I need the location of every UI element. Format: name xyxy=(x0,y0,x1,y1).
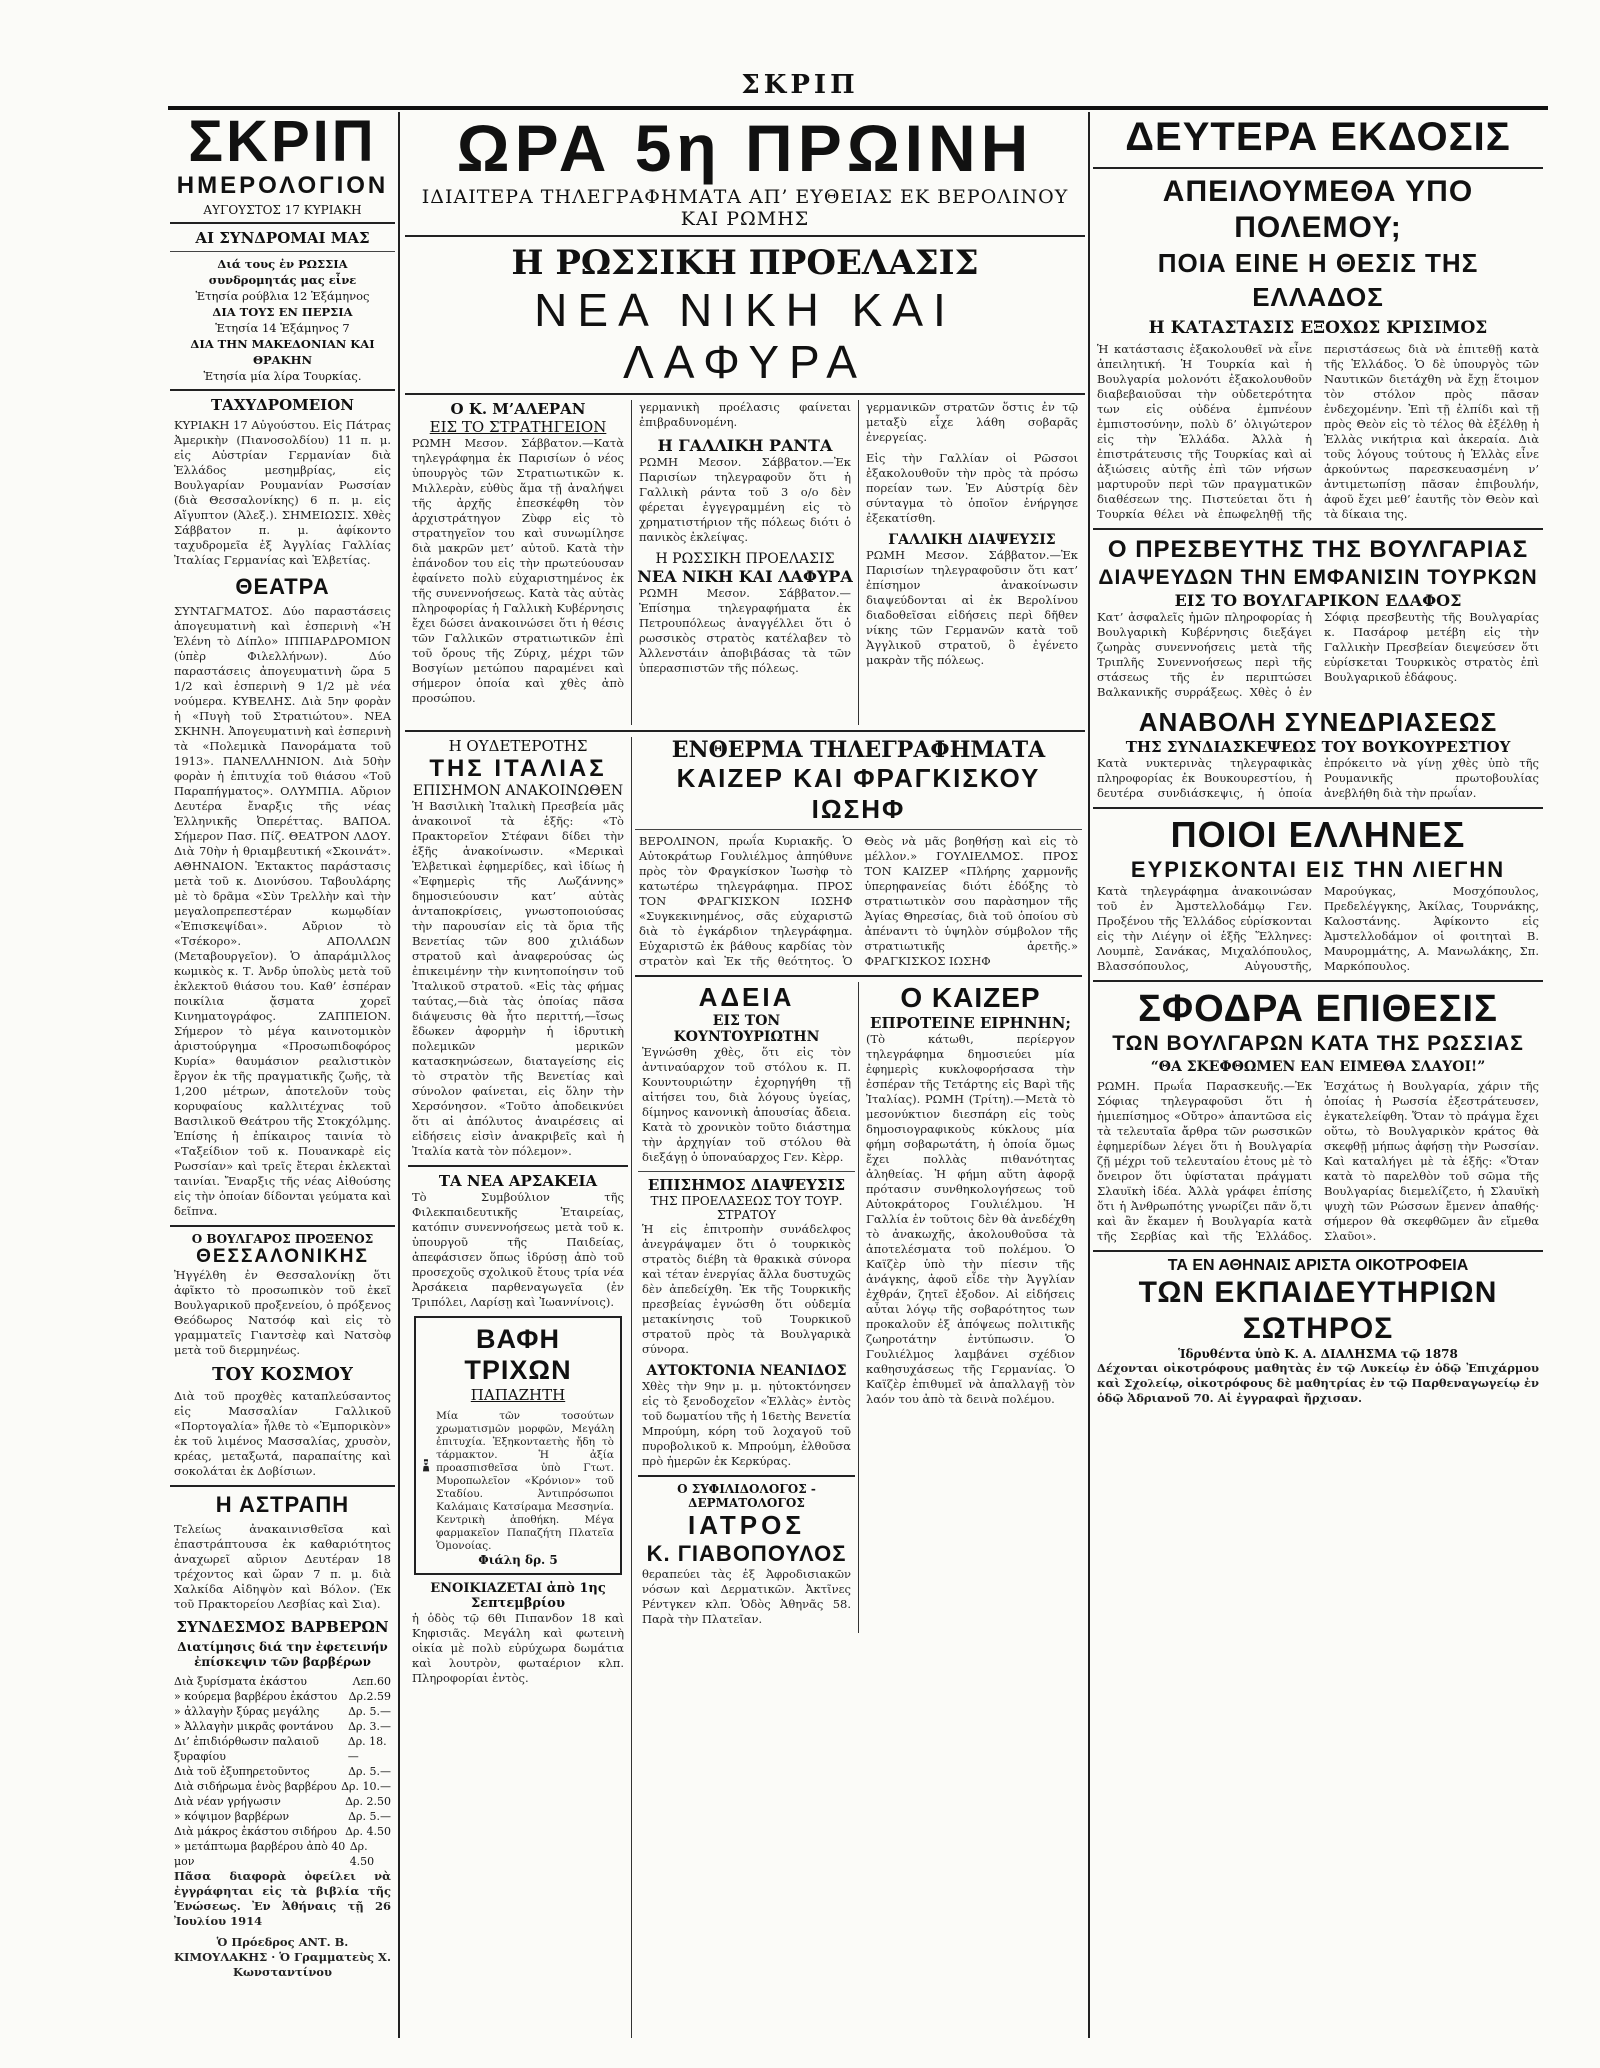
astrapi-text: Τελείως ἀνακαινισθεῖσα καὶ ἐπαστράπτουσα ἐκ καθαριότητος ἀναχωρεῖ αὔριον Δευτέραν 18 τρέχοντος καὶ ὥραν 7 π. μ. διὰ Χαλκίδα Αἰδηψὸν καὶ Βόλον. (Ἐκ τοῦ Πρακτορείου Λεσβίας καὶ Σια). xyxy=(174,1522,391,1611)
news-column xyxy=(631,737,1085,2038)
divider xyxy=(405,393,1085,395)
consul-title: Ο ΒΟΥΛΓΑΡΟΣ ΠΡΟΞΕΝΟΣ xyxy=(191,1232,374,1246)
ad-subtitle: ΠΑΠΑΖΗΤΗ xyxy=(470,1386,566,1404)
telegram-subtitle: ΚΑΙΖΕΡ ΚΑΙ ΦΡΑΓΚΙΣΚΟΥ ΙΩΣΗΦ xyxy=(676,763,1041,824)
headline-2: ΝΕΑ ΝΙΚΗ ΚΑΙ ΛΑΦΥΡΑ xyxy=(534,284,956,388)
denial-text: Ἡ εἰς ἐπιτροπὴν συνάδελφος ἀνεγράψαμεν ὅτι ὁ τουρκικὸς στρατὸς διέβη τὰ θρακικὰ σύνορα καὶ τέταν ἐνεργίας ἄλλα δυστυχῶς δὲν ἀπεδείχθη. Ἐκ τῆς Τουρκικῆς πρεσβείας ἐγνώσθη ὅτι οὐδεμία μετακίνησις τοῦ Τουρκικοῦ στρατοῦ πρὸς τὰ Βουλγαρικὰ σύνορα. xyxy=(642,1222,851,1356)
section-text: ΡΩΜΗ Μεσον. Σάββατον.—Ἐπίσημα τηλεγραφήματα ἐκ Πετρουπόλεως ἀναγγέλλει ὅτι ὁ ρωσσικὸς στρατὸς κατέλαβεν τὸ Ἀλλενστάιν ἀποβιβάσας τὰ τῶν ὑπερασπιστῶν τῆς πόλεως. xyxy=(639,586,851,675)
price-row: » ἀλλαγὴν ξύρας μεγάλης Δρ. 5.— xyxy=(174,1705,391,1718)
divider xyxy=(638,1171,855,1172)
envoy-text: Κατ’ ἀσφαλεῖς ἡμῶν πληροφορίας ἡ Βουλγαρικὴ Κυβέρνησις διεξάγει ζωηρὰς συνεννοήσεις μετὰ τῆς Τριπλῆς Συνεννοήσεως περὶ τῆς στάσεως τῆς ἐν περιπτώσει Βαλκανικῆς συρράξεως. Χθὲς ὁ ἐν Σόφιᾳ πρεσβευτὴς τῆς Βουλγαρίας κ. Πασάροφ μετέβη εἰς τὴν Γαλλικὴν Πρεσβείαν διεψεύσεν ὅτι εὑρίσκεται Τουρκικὸς στρατὸς ἐπὶ Βουλγαρικοῦ ἐδάφους. xyxy=(1097,610,1539,699)
consul-text: Ἠγγέλθη ἐν Θεσσαλονίκῃ ὅτι ἀφῖκτο τὸ προσωπικὸν τοῦ ἐκεῖ Βουλγαρικοῦ προξενείου, ὁ πρόξενος Θεόδωρος Νατσόφ καὶ εἰς τὸ γραμματεῖς Γιαντσὲφ καὶ Νατσὸφ μετὰ τοῦ διερμηνέως. xyxy=(174,1268,392,1357)
price-row: » μετάπτωμα βαρβέρου ἀπὸ 40 μον Δρ. 4.50 xyxy=(174,1840,375,1868)
section-lead: γερμανικὴ προέλασις φαίνεται ἐπιβραδυνομένη. xyxy=(639,400,851,429)
subscription-line: Ἑτησία ρούβλια 12 Ἑξάμηνος xyxy=(195,289,370,303)
second-edition-banner: ΔΕΥΤΕΡΑ ΕΚΔΟΣΙΣ xyxy=(1125,115,1511,159)
subscription-line: ΔΙΑ ΤΗΝ ΜΑΚΕΔΟΝΙΑΝ ΚΑΙ ΘΡΑΚΗΝ xyxy=(190,337,375,367)
top-news-row xyxy=(405,400,1085,725)
rent-text: ἡ ὁδὸς τῷ 6θι Πιπανδον 18 καὶ Κηφισιᾶς. Μεγάλη καὶ φωτεινὴ οἰκία μὲ πολὺ εὐρύχωρα δωμάτια καὶ λουτρὸν, φωταέριον κλπ. Πληροφορίαι ἐντὸς. xyxy=(412,1611,624,1685)
kosmos-title: ΤΟΥ ΚΟΣΜΟΥ xyxy=(212,1364,353,1385)
price-row: » κόψιμον βαρβέρων Δρ. 5.— xyxy=(174,1810,391,1823)
news-column xyxy=(631,400,858,725)
suicide-title: ΑΥΤΟΚΤΟΝΙΑ ΝΕΑΝΙΔΟΣ xyxy=(646,1363,847,1379)
price-row: » κούρεμα βαρβέρου ἑκάστου Δρ.2.59 xyxy=(174,1690,391,1703)
divider xyxy=(405,730,1085,732)
greeks-title: ΠΟΙΟΙ ΕΛΛΗΝΕΣ xyxy=(1170,814,1466,855)
post-text: ΚΥΡΙΑΚΗ 17 Αὐγούστου. Εἰς Πάτρας Ἀμερικὴν (Πιανοσολδίου) 11 π. μ. εἰς Αὐστρίαν Γερμανίαν διὰ Ἑλλάδος μεσημβρίας, εἰς Βουλγαρίαν Ρουμανίαν Ρωσσίαν (διὰ Θεσσαλονίκης) 6 π. μ. εἰς Αἴγυπτον (Ἀλεξ.). ΣΗΜΕΙΩΣΙΣ. Χθὲς Σάββατον π. μ. ἀφίκοντο ταχυδρομεῖα ἐξ Ἀγγλίας Γαλλίας Ἰταλίας Γερμανίας καὶ Ἑλβετίας. xyxy=(174,418,391,567)
divider xyxy=(170,389,395,391)
subscription-line: Ἑτησία μία λίρα Τουρκίας. xyxy=(203,369,362,383)
suicide-text: Χθὲς τὴν 9ην μ. μ. ηὐτοκτόνησεν εἰς τὸ ξενοδοχεῖον «Ἑλλὰς» ἐντὸς τοῦ δωματίου τῆς ἡ 16ετὴς Βενετία Μπρούμη, κόρη τοῦ λοχαγοῦ τοῦ πυροβολικοῦ κ. Μπρούμη, ἐλθοῦσα πρὸ ἡμερῶν ἐκ Κερκύρας. xyxy=(642,1379,851,1468)
ad-text: Μία τῶν τοσούτων χρωματισμῶν μορφῶν, Μεγάλη ἐπιτυχία. Ἑξηκονταετὴς ἤδη τὸ τάρμακτον. Ἡ ἀξία προασπισθεῖσα ὑπὸ Γτωτ. Μυροπωλεῖον «Κρόνιον» τοῦ Σταδίου. Ἀντιπρόσωποι Καλάμαις Κατσίραμα Μεσσηνία. Κεντρικὴ ἀποθήκη. Μέγα φαρμακεῖον Παπαζήτη Πλατεῖα Ὁμονοίας. xyxy=(436,1410,614,1552)
news-column xyxy=(405,400,631,725)
section-lead: γερμανικῶν στρατῶν ὅστις ἐν τῷ μεταξὺ εἶχε λάθη σοβαρᾶς ἐνεργείας. xyxy=(866,400,1078,444)
doctor-title: ΙΑΤΡΟΣ xyxy=(688,1510,805,1540)
envoy-title: Ο ΠΡΕΣΒΕΥΤΗΣ ΤΗΣ ΒΟΥΛΓΑΡΙΑΣ xyxy=(1107,536,1529,563)
war-subtitle-2: Η ΚΑΤΑΣΤΑΣΙΣ ΕΞΟΧΩΣ ΚΡΙΣΙΜΟΣ xyxy=(1148,318,1488,338)
kaiser-text: (Τὸ κάτωθι, περίεργον τηλεγράφημα δημοσιεύει μία ἐφημερὶς κυκλοφορήσασα τὴν ἑσπέραν τῆς Τετάρτης εἰς Βαρὶ τῆς Ἰταλίας). ΡΩΜΗ (Τρίτη).—Μετὰ τὸ μεσονύκτιον διεσπάρη εἰς τοὺς δημοσιογραφικοὺς κύκλους μία φήμη σοβαρωτάτη, ἡ ὁποία ὅμως ἔχει πολλὰς πιθανότητας ἀληθείας. Ἡ φήμη αὕτη ἀφορᾷ πρότασιν συνθηκολογήσεως τοῦ Αὐτοκράτορος Γουλιέλμου. Ἡ Γαλλία ἐν τοῦτοις δὲν θὰ ἀνεδέχθη τὸ ἀνακωχῆς, ἀκολουθοῦσα τὰ ἀποτελέσματα τοῦ πολέμου. Ὁ Καϊζὲρ ὑπὸ τὴν πίεσιν τῆς ἀνάγκης, ἀφοῦ εἶδε τὴν Ἀγγλίαν ἐχθράν, ζητεῖ ἐξοδον. Αἱ εἰδήσεις αὗται λόγῳ τῆς σοβαρότητος των προκαλοῦν ἐξ ἀπόψεως πολιτικῆς ζωηροτάτην ἐντύπωσιν. Ὁ Γουλιέλμος λαμβάνει σχέδιον καθησυχάσεως τῆς Γερμανίας. Ὁ Καϊζὲρ ἐπιθυμεῖ νὰ ἀπαλλαγῇ τὸν λαόν του ἀπὸ τὰ δεινὰ πολέμου. xyxy=(866,1032,1075,1406)
portrait-illustration xyxy=(422,1410,430,1520)
banner-headline: ΩΡΑ 5η ΠΡΩΙΝΗ xyxy=(456,112,1034,185)
price-row: Διὰ ξυρίσματα ἑκάστου Λεπ.60 xyxy=(174,1675,391,1688)
leave-text: Ἐγνώσθη χθὲς, ὅτι εἰς τὸν ἀντιναύαρχον τοῦ στόλου κ. Π. Κουντουριώτην ἐχορηγήθη τῇ αἰτήσει του, διὰ λόγους ὑγείας, δίμηνος κανονικὴ ἀπουσίας ἄδεια. Κατὰ τὸ χρονικὸν τοῦτο διάστημα τὴν ἀρχηγίαν τοῦ στόλου θὰ διεξάγῃ ὁ ὑποναύαρχος Γεν. Κὲρρ. xyxy=(642,1045,851,1164)
section-title: ΓΑΛΛΙΚΗ ΔΙΑΨΕΥΣΙΣ xyxy=(888,532,1056,548)
barbers-subtitle: Διατίμησις διά την ἐφετεινήν ἐπίσκεψιν τῶν βαρβέρων xyxy=(177,1640,388,1669)
denial-title: ΕΠΙΣΗΜΟΣ ΔΙΑΨΕΥΣΙΣ xyxy=(647,1176,846,1194)
divider xyxy=(408,1165,628,1167)
arsakeia-title: ΤΑ ΝΕΑ ΑΡΣΑΚΕΙΑ xyxy=(438,1172,598,1190)
attack-subtitle: ΤΩΝ ΒΟΥΛΓΑΡΩΝ ΚΑΤΑ ΤΗΣ ΡΩΣΣΙΑΣ xyxy=(1112,1032,1524,1055)
post-title: ΤΑΧΥΔΡΟΜΕΙΟΝ xyxy=(211,396,354,414)
italy-subtitle: ΕΠΙΣΗΜΟΝ ΑΝΑΚΟΙΝΩΘΕΝ xyxy=(412,783,624,799)
divider xyxy=(1093,1250,1543,1252)
divider xyxy=(170,1225,395,1227)
envoy-subtitle: ΔΙΑΨΕΥΔΩΝ ΤΗΝ ΕΜΦΑΝΙΣΙΝ ΤΟΥΡΚΩΝ xyxy=(1098,566,1538,589)
news-column xyxy=(405,737,631,2038)
theatre-title: ΘΕΑΤΡΑ xyxy=(235,574,330,599)
divider xyxy=(1093,167,1543,169)
subscription-line: Διά τους ἐν ΡΩΣΣΙΑ συνδρομητάς μας εἶνε xyxy=(208,257,357,287)
section-subtitle: ΝΕΑ ΝΙΚΗ ΚΑΙ ΛΑΦΥΡΑ xyxy=(637,567,853,586)
column-title: ΣΚΡΙΠ xyxy=(188,112,377,174)
doctor-name: Κ. ΓΙΑΒΟΠΟΥΛΟΣ xyxy=(646,1541,847,1566)
italy-text: Ἡ Βασιλικὴ Ἰταλικὴ Πρεσβεία μᾶς ἀνακοινοῖ τὰ ἑξῆς: «Τὸ Πρακτορεῖον Στέφανι δίδει τὴν ἑξῆς ἀνακοίνωσιν. «Μερικαὶ Ἑλβετικαὶ ἐφημερίδες, καὶ ἰδίως ἡ «Ἐφημερὶς τῆς Λωζάννης» δημοσιεύουσιν κατ’ αὐτὰς ἀνταποκρίσεις, γνωστοποιούσας τὴν παρουσίαν εἰς τὰ ὅρια τῆς Βενετίας τῶν 800 χιλιάδων στρατοῦ καὶ ἀναφερούσας ὡς ἐπικειμένην τὴν κινητοποίησιν τοῦ Ἰταλικοῦ στρατοῦ. «Εἰς τὰς φήμας ταύτας,—διὰ τὰς ὁποίας πᾶσα διάψευσις θὰ ἦτο περιττή,—ἴσως ἔδωκεν ἀφορμὴν ἡ ἰδρυτικὴ πολεμικῶν μερικῶν κατασκηνώσεων, διαταγείσης εἰς τὸ στρατὸν τῆς Βενετίας καὶ σύνολον φαίνεται, εἰς ὅλην τὴν Χερσόνησον. «Τοῦτο ἀποδεικνύει ὅτι αἱ ἀπόλυτος ἀναιρέσεις αἱ εἰδήσεις εἰσὶν ἀνακριβεῖς καὶ ἡ Ἰταλία κατὰ τὸν πόλεμον». xyxy=(412,799,624,1158)
telegram-text: ΒΕΡΟΛΙΝΟΝ, πρωΐα Κυριακῆς. Ὁ Αὐτοκράτωρ Γουλιέλμος ἀπηύθυνε πρὸς τὸν Φραγκίσκον Ἰωσὴφ τὸ κατωτέρω τηλεγράφημα. ΠΡΟΣ ΤΟΝ ΦΡΑΓΚΙΣΚΟΝ ΙΩΣΗΦ «Συγκεκινημένος, σᾶς εὐχαριστῶ διὰ τὸ ἐγκάρδιον τηλεγράφημα. Εὐχαριστῶ ἐκ βάθους καρδίας τὸν στρατὸν καὶ Ἐκ τῆς θεότητος. Ὁ Θεὸς νὰ μᾶς βοηθήσῃ καὶ εἰς τὸ μέλλον.» ΓΟΥΛΙΕΛΜΟΣ. ΠΡΟΣ ΤΟΝ ΚΑΙΖΕΡ «Πλήρης χαρμονῆς ὑπερηφανείας διότι ἐδόξης τὸ στρατιωτικὸν σου παρὰσημον τῆς Ἀγίας Θηρεσίας, διὰ τοῦ ὁποίου σὺ ἀπέναντι τὸ ὑψηλὸν σύμβολον τῆς στρατιωτικῆς ἀρετῆς.» ΦΡΑΓΚΙΣΚΟΣ ΙΩΣΗΦ xyxy=(639,834,1078,968)
headline-1: Η ΡΩΣΣΙΚΗ ΠΡΟΕΛΑΣΙΣ xyxy=(511,243,979,283)
doctor-text: θεραπεύει τὰς ἐξ Ἀφροδισιακῶν νόσων καὶ Δερματικῶν. Ἀκτῖνες Ρέντγκεν κλπ. Ὁδὸς Ἀθηνᾶς 58. Παρὰ τὴν Πλατεῖαν. xyxy=(642,1567,851,1626)
rent-title: ΕΝΟΙΚΙΑΖΕΤΑΙ ἀπὸ 1ης Σεπτεμβρίου xyxy=(430,1581,606,1611)
news-column xyxy=(635,982,858,1633)
school-ad-text: Δέχονται οἰκοτρόφους μαθητὰς ἐν τῷ Λυκείῳ ἐν ὁδῷ Ἐπιχάρμου καὶ Σχολείῳ, οἰκοτρόφους δὲ μαθητρίας ἐν τῷ Παρθεναγωγείῳ ἐν ὁδῷ Ἀδριανοῦ 70. Αἱ ἐγγραφαὶ ἤρχισαν. xyxy=(1097,1361,1539,1405)
divider xyxy=(1093,528,1543,530)
section-text: ΡΩΜΗ Μεσον. Σάββατον.—Ἐκ Παρισίων τηλεγραφοῦσιν ὅτι κατ’ ἐπίσημον ἀνακοίνωσιν διαψεύδονται αἱ ἐκ Βερολίνου διαδοθεῖσαι εἰδήσεις περὶ δῆθεν νίκης τῶν Γερμανῶν κατὰ τοῦ Ἀγγλικοῦ στρατοῦ, ὃ ἐγένετο μακρὰν τῆς πόλεως. xyxy=(866,548,1078,667)
section-text: ΡΩΜΗ Μεσον. Σάββατον.—Κατὰ τηλεγράφημα ἐκ Παρισίων ὁ νέος ὑπουργὸς τῶν Στρατιωτικῶν κ. Μιλλερὰν, εὐθὺς ἅμα τῇ ἀναλήψει τῆς ἀρχῆς ἐπεσκέφθη τὸν ἀρχιστράτηγον Ζὺφρ εἰς τὸ στρατηγεῖον του καὶ συνωμίλησε διὰ μακρῶν μετ’ αὐτοῦ. Κατὰ τὴν ἐπάνοδον του εἰς τὴν πρωτεύουσαν ἐφαίνετο πολὺ εὐχαριστημένος ἐκ τῆς συνεννοήσεως. Κατὰ τὰς αὐτὰς πληροφορίας ἡ Γαλλικὴ Κυβέρνησις ἔχει δώσει ἀνακοινώσει ὅτι ἡ θέσις τῶν Γαλλικῶν στρατιωτικῶν ἐπὶ τοῦ ὄρους τῆς Ζύριχ, μέχρι τῶν Βοσγίων μετώπου παραμένει καὶ σήμερον ὁποία καὶ χθὲς ἀπὸ προσώπου. xyxy=(412,436,624,705)
denial-subtitle: ΤΗΣ ΠΡΟΕΛΑΣΕΩΣ ΤΟΥ ΤΟΥΡ. ΣΤΡΑΤΟΥ xyxy=(650,1194,843,1222)
section-text: Εἰς τὴν Γαλλίαν οἱ Ρῶσσοι ἐξακολουθοῦν τὴν πρὸς τὰ πρόσω πορείαν των. Ἐν Αὐστρίᾳ δὲν σύνταγμα τὸ ὁποῖον ἐνήργησε ἐξεκατίσθη. xyxy=(866,451,1078,525)
italy-title: ΤΗΣ ΙΤΑΛΙΑΣ xyxy=(429,755,607,782)
consul-subtitle: ΘΕΣΣΑΛΟΝΙΚΗΣ xyxy=(196,1246,369,1267)
news-column xyxy=(858,400,1085,725)
divider xyxy=(170,1485,395,1487)
astrapi-title: Η ΑΣΤΡΑΠΗ xyxy=(215,1492,350,1517)
italy-pre-title: Η ΟΥΔΕΤΕΡΟΤΗΣ xyxy=(448,737,588,755)
war-title: ΑΠΕΙΛΟΥΜΕΘΑ ΥΠΟ ΠΟΛΕΜΟΥ; xyxy=(1162,175,1474,244)
subscription-line: ΔΙΑ ΤΟΥΣ ΕΝ ΠΕΡΣΙΑ xyxy=(212,305,353,319)
column-divider xyxy=(398,112,400,2038)
section-subtitle: ΕΙΣ ΤΟ ΣΤΡΑΤΗΓΕΙΟΝ xyxy=(429,418,607,436)
divider xyxy=(1093,980,1543,982)
conference-subtitle: ΤΗΣ ΣΥΝΔΙΑΣΚΕΨΕΩΣ ΤΟΥ ΒΟΥΚΟΥΡΕΣΤΙΟΥ xyxy=(1125,738,1511,756)
ad-price: Φιάλη δρ. 5 xyxy=(478,1553,558,1567)
kaiser-subtitle: ΕΠΡΟΤΕΙΝΕ ΕΙΡΗΝΗΝ; xyxy=(870,1014,1071,1032)
greeks-text: Κατὰ τηλεγράφημα ἀνακοινώσαν τοῦ ἐν Ἀμστελλοδάμῳ Γεν. Προξένου τῆς Ἑλλάδος εὑρίσκονται εἰς τὴν Λιέγην οἱ ἑξῆς Ἕλληνες: Λουμπὲ, Σανάκας, Μιχαλόπουλος, Βλασσόπουλος, Αὐγουστῆς, Μαρούγκας, Μοσχόπουλος, Πρεδελέγγκης, Ἀκίλας, Τουρνάκης, Καλοστάνης. Ἀφίκοντο εἰς Ἀμστελλοδάμον οἱ φοιτηταὶ Β. Μαυρομμάτης, Α. Μανωλάκης, Σπ. Μαρκόπουλος. xyxy=(1097,884,1539,973)
column-subtitle: ΗΜΕΡΟΛΟΓΙΟΝ xyxy=(176,172,389,199)
divider xyxy=(170,222,395,224)
column-divider xyxy=(1088,112,1090,2038)
ad-title: ΒΑΦΗ ΤΡΙΧΩΝ xyxy=(464,1324,572,1385)
divider xyxy=(635,975,1082,977)
theatre-text: ΣΥΝΤΑΓΜΑΤΟΣ. Δύο παραστάσεις ἀπογευματινὴ καὶ ἑσπερινὴ «Ἡ Ἑλένη τὸ Δίπλο» ΙΠΠΙΑΡΔΡΟΜΙΟΝ (ὑπὲρ Φιλελλήνων). Δύο παραστάσεις ἀπογευματινὴ ὥρα 5 1/2 καὶ ἑσπερινὴ 9 1/2 μὲ νέα νούμερα. ΚΥΒΕΛΗΣ. Διὰ 5ην φορὰν ἡ «Πυγὴ τοῦ Στρατιώτου». ΝΕΑ ΣΚΗΝΗ. Ἀπογευματινὴ καὶ ἑσπερινὴ τὰ «Πολεμικὰ Πανοράματα τοῦ 1913». ΠΑΝΕΛΛΗΝΙΟΝ. Διὰ 50ὴν φορὰν ἡ ἐπιτυχία τοῦ θιάσου «Τοῦ Παραπήγματος». ΟΛΥΜΠΙΑ. Αὔριον Δευτέρα ἔναρξις τῆς νέας Ἑλληνικῆς Ὀπερέττας. ΒΑΠΟΑ. Σήμερον Πασ. Πίζ. ΘΕΑΤΡΟΝ ΛΔΟΥ. Διὰ 70ὴν ἡ θριαμβευτική «Σκοινάτ». ΑΘΗΝΑΙΟΝ. Ἐκτακτος παράστασις μετὰ τοῦ κ. Διονύσου. Ταβουλάρης μὲ τὸ δρᾶμα «Σὺν Τρελλὴν καὶ τὴν μεγαλοπρεπεστέραν κωμῳδίαν «Ἐπισκεψίδαι». Αὔριον τὸ «Τσέκορο». ΑΠΟΛΛΩΝ (Μεταβουργεῖον). Ὁ ἀπαράμιλλος κωμικὸς κ. Τ. Ἀνδρ ὑπολὺς μετὰ τοῦ ἐκλεκτοῦ θιάσου του. Καθ’ ἑσπέραν ποικίλια ᾄσματα χορεῖ Κινηματογράφος. ΖΑΠΠΕΙΟΝ. Σήμερον τὸ μέγα καινοτομικὸν ἀριστούργημα «Προσωπιδοφόρος Κυρία» θαυμάσιον ρεαλιστικὸν ἔργον ἐκ τῆς πραγματικῆς ζωῆς, τὰ 1,200 μέτρων, ἀποτελοῦν τοὺς κορυφαίους καλλιτέχνας τοῦ Βασιλικοῦ Θεάτρου τῆς Στοκχόλμης. Ἐπίσης ἡ ἐπίκαιρος ταινία τὸ «Ταξείδιον τοῦ κ. Πουανκαρὲ εἰς Ρωσσίαν» καὶ τρεῖς ἔτεραι ἐκλεκταὶ ταινίαι. Ἔναρξις τῆς νέας Αἰθούσης εἰς τὴν ὁποίαν δίδονται γεύματα καὶ δεῖπνα. xyxy=(174,604,391,1218)
divider xyxy=(638,1475,855,1477)
date-line: ΑΥΓΟΥΣΤΟΣ 17 ΚΥΡΙΑΚΗ xyxy=(203,203,362,217)
divider xyxy=(405,235,1085,237)
school-ad-founded: Ἱδρυθέντα ὑπὸ Κ. Α. ΔΙΑΛΗΣΜΑ τῷ 1878 xyxy=(1178,1347,1458,1361)
hair-dye-ad xyxy=(414,1316,622,1575)
price-list xyxy=(170,1674,395,1869)
price-row: Διὰ μάκρος ἑκάστου σιδήρου Δρ. 4.50 xyxy=(174,1825,391,1838)
attack-title: ΣΦΟΔΡΑ ΕΠΙΘΕΣΙΣ xyxy=(1138,988,1498,1030)
section-title: Η ΡΩΣΣΙΚΗ ΠΡΟΕΛΑΣΙΣ xyxy=(655,551,835,567)
right-column xyxy=(1093,112,1543,2038)
telegram-title: ΕΝΘΕΡΜΑ ΤΗΛΕΓΡΑΦΗΜΑΤΑ xyxy=(671,737,1046,763)
greeks-subtitle: ΕΥΡΙΣΚΟΝΤΑΙ ΕΙΣ ΤΗΝ ΛΙΕΓΗΝ xyxy=(1130,857,1506,882)
signature: Ὁ Πρόεδρος ΑΝΤ. Β. ΚΙΜΟΥΛΑΚΗΣ · Ὁ Γραμματεὺς Χ. Κωνσταντίνου xyxy=(174,1935,391,1979)
divider xyxy=(1093,807,1543,809)
price-row: Διὰ σιδήρωμα ἑνὸς βαρβέρου Δρ. 10.— xyxy=(174,1780,391,1793)
envoy-subtitle-2: ΕΙΣ ΤΟ ΒΟΥΛΓΑΡΙΚΟΝ ΕΔΑΦΟΣ xyxy=(1174,591,1462,610)
arsakeia-text: Τὸ Συμβούλιον τῆς Φιλεκπαιδευτικῆς Ἑταιρείας, κατόπιν συνεννοήσεως μετὰ τοῦ κ. ὑπουργοῦ τῆς Παιδείας, ἀπεφάσισεν ὅπως ἱδρύσῃ ἀπὸ τοῦ προσεχοῦς σχολικοῦ ἔτους τρία νέα Ἀρσάκεια παρθεναγωγεῖα (ἐν Τριπόλει, Λαρίσῃ καὶ Ἰωαννίνοις). xyxy=(412,1190,624,1309)
price-row: » Ἀλλαγὴν μικρᾶς φοντάνου Δρ. 3.— xyxy=(174,1720,391,1733)
price-row: Δι’ ἐπιδιόρθωσιν παλαιοῦ ξυραφίου Δρ. 18.— xyxy=(174,1735,387,1763)
left-column xyxy=(170,112,395,2038)
barbers-title: ΣΥΝΔΕΣΜΟΣ ΒΑΡΒΕΡΩΝ xyxy=(176,1618,389,1636)
attack-text: ΡΩΜΗ. Πρωΐα Παρασκευῆς.—Ἐκ Σόφιας τηλεγραφοῦσι ὅτι ἡ ἡμιεπίσημος «Οὔτρο» ἀπαντῶσα εἰς τὰ τελευταῖα ἄρθρα τῶν ρωσσικῶν ἐφημερίδων λέγει ὅτι ἡ Βουλγαρία ζῇ μέχρι τοῦ τελευταίου ἐτους μὲ τὸ ὄνειρον ὅτι ὑφίσταται πράγματι Σλαυϊκὴ ἰδέα. Ἀλλὰ γράφει ἐπίσης ὅτι ἡ Ἀνθρωπότης γνωρίζει πᾶν ὅ,τι καὶ ἂν ἔκαμεν ἡ Βουλγαρία κατὰ τῆς Σερβίας καὶ τῆς Ἑλλάδος. Ἐσχάτως ἡ Βουλγαρία, χάριν τῆς ὁποίας ἡ Ρωσσία ἐξεστράτευσεν, ἐγκατελείφθη. Ὅταν τὸ πράγμα ἔχει οὕτω, τὸ Βουλγαρικὸν κράτος θὰ σκεφθῇ μήπως ἀφήσῃ τὴν Ρωσσίαν. Καὶ καταλήγει μὲ τὰ ἑξῆς: «Ὅταν κατὰ τὸ παρελθὸν τοῦ σῶμα τῆς Βουλγαρίας διεμελίζετο, ἡ Σλαυϊκὴ ψυχὴ τῶν Ρώσσων ἔμενεν ἀπαθής· σήμερον θὰ σκεφθῶμεν ἂν εἴμεθα Σλαῦοι». xyxy=(1097,1079,1539,1243)
school-ad-title: ΤΑ ΕΝ ΑΘΗΝΑΙΣ ΑΡΙΣΤΑ ΟΙΚΟΤΡΟΦΕΙΑ xyxy=(1167,1257,1469,1274)
attack-quote: “ΘΑ ΣΚΕΦΘΩΜΕΝ ΕΑΝ ΕΙΜΕΘΑ ΣΛΑΥΟΙ!” xyxy=(1150,1059,1486,1075)
conference-title: ΑΝΑΒΟΛΗ ΣΥΝΕΔΡΙΑΣΕΩΣ xyxy=(1138,707,1498,737)
top-rule xyxy=(168,106,1548,110)
price-row: Διὰ τοῦ ἐξυπηρετοῦντος Δρ. 5.— xyxy=(174,1765,391,1778)
banner-subtitle: ΙΔΙΑΙΤΕΡΑ ΤΗΛΕΓΡΑΦΗΜΑΤΑ ΑΠ’ ΕΥΘΕΙΑΣ ΕΚ ΒΕΡΟΛΙΝΟΥ ΚΑΙ ΡΩΜΗΣ xyxy=(421,186,1069,230)
barbers-footer: Πᾶσα διαφορὰ ὀφείλει νὰ ἐγγράφηται εἰς τὰ βιβλία τῆς Ἑνώσεως. Ἐν Ἀθήναις τῇ 26 Ἰουλίου 1914 xyxy=(174,1869,391,1928)
news-column xyxy=(858,982,1082,1633)
doctor-pretitle: Ο ΣΥΦΙΛΙΔΟΛΟΓΟΣ - ΔΕΡΜΑΤΟΛΟΓΟΣ xyxy=(677,1482,816,1510)
center-column xyxy=(405,112,1085,2038)
divider xyxy=(635,829,1082,830)
war-text: Ἡ κατάστασις ἐξακολουθεῖ νὰ εἶνε ἀπειλητική. Ἡ Τουρκία καὶ ἡ Βουλγαρία μολονότι ἐξακολουθοῦν διαβεβαιοῦσαι τὴν οὐδετερότητα των εἰς οὐδένα ἐμπνέουν ἐμπιστοσύνην, πολὺ δ’ ὀλιγώτερον εἰς τὴν Ἑλλάδα. Ἀλλὰ ἡ ἐπιστράτευσις τῆς Τουρκίας καὶ αἱ ἀξιώσεις αὐτῆς ἐπὶ τῶν νήσων μαρτυροῦν περὶ τῶν πραγματικῶν διαθέσεων της. Πιστεύεται ὅτι ἡ Τουρκία θέλει νὰ ἐπωφεληθῇ τῆς περιστάσεως διὰ νὰ ἐπιτεθῇ κατὰ τῆς Ἑλλάδος. Ὁ δὲ ὑπουργὸς τῶν Ναυτικῶν διετάχθη νὰ ἔχῃ ἕτοιμον τὸν στόλον πρὸς πᾶσαν ἐνδεχομένην. Ἐπὶ τῇ ἐλπίδι καὶ τῇ πρὸς Θεὸν εἰς τὸ τέλος θὰ ἐξέλθῃ ἡ Ἑλλὰς νικήτρια καὶ ἀκεραία. Διὰ τοῦς λόγους τούτους ἡ Ἑλλὰς εἶνε ἀρκούντως παρεσκευασμένη ν’ ἀντιμετωπίσῃ πᾶσαν ἐπιβουλήν, ἀφοῦ ἔχει μεθ’ ἑαυτῆς τὸν Θεὸν καὶ τὰ δίκαια της. xyxy=(1097,342,1539,521)
section-title: Ο Κ. Μ’ΑΛΕΡΑΝ xyxy=(450,400,586,418)
section-text: ΡΩΜΗ Μεσον. Σάββατον.—Ἐκ Παρισίων τηλεγραφοῦν ὅτι ἡ Γαλλικὴ ράντα τοῦ 3 ο/ο δὲν φέρεται ἐγγεγραμμένη εἰς τὸ χρηματιστήριον τῆς πόλεως διότι ὁ πανικὸς ἐκλείψας. xyxy=(639,455,851,544)
lower-news-row xyxy=(405,737,1085,2038)
subscription-line: Ἑτησία 14 Ἑξάμηνος 7 xyxy=(215,321,350,335)
subscriptions-title: ΑΙ ΣΥΝΔΡΟΜΑΙ ΜΑΣ xyxy=(195,229,370,247)
section-title: Η ΓΑΛΛΙΚΗ ΡΑΝΤΑ xyxy=(657,436,833,455)
price-row: Διὰ νέαν γρήγωσιν Δρ. 2.50 xyxy=(174,1795,391,1808)
masthead: ΣΚΡΙΠ xyxy=(741,70,859,100)
kaiser-title: Ο ΚΑΙΖΕΡ xyxy=(900,982,1041,1013)
kosmos-text: Διὰ τοῦ προχθὲς καταπλεύσαντος εἰς Μασσαλίαν Γαλλικοῦ «Πορτογαλία» ἦλθε τὸ «Ἐμπορικὸν» ἐκ τοῦ λιμένος Μασσαλίας, χρυσὸν, κρέας, μεταξωτά, παραπαίτης καὶ σοκολάται ἐκ Δοβίσιων. xyxy=(174,1389,391,1478)
leave-subtitle: ΕΙΣ ΤΟΝ ΚΟΥΝΤΟΥΡΙΩΤΗΝ xyxy=(673,1013,820,1045)
divider xyxy=(170,251,395,252)
conference-text: Κατὰ νυκτερινὰς τηλεγραφικὰς πληροφορίας ἐκ Βουκουρεστίου, ἡ δευτέρα συνδιάσκεψις, ἡ ὁποία ἐπρόκειτο νὰ γίνῃ χθὲς ὑπὸ τῆς Ρουμανικῆς πρωτοβουλίας ἀνεβλήθη διὰ τὴν πρωΐαν. xyxy=(1097,756,1539,800)
leave-title: ΑΔΕΙΑ xyxy=(698,982,795,1012)
school-ad-subtitle: ΤΩΝ ΕΚΠΑΙΔΕΥΤΗΡΙΩΝ ΣΩΤΗΡΟΣ xyxy=(1138,1276,1498,1345)
war-subtitle: ΠΟΙΑ ΕΙΝΕ Η ΘΕΣΙΣ ΤΗΣ ΕΛΛΑΔΟΣ xyxy=(1157,248,1479,312)
